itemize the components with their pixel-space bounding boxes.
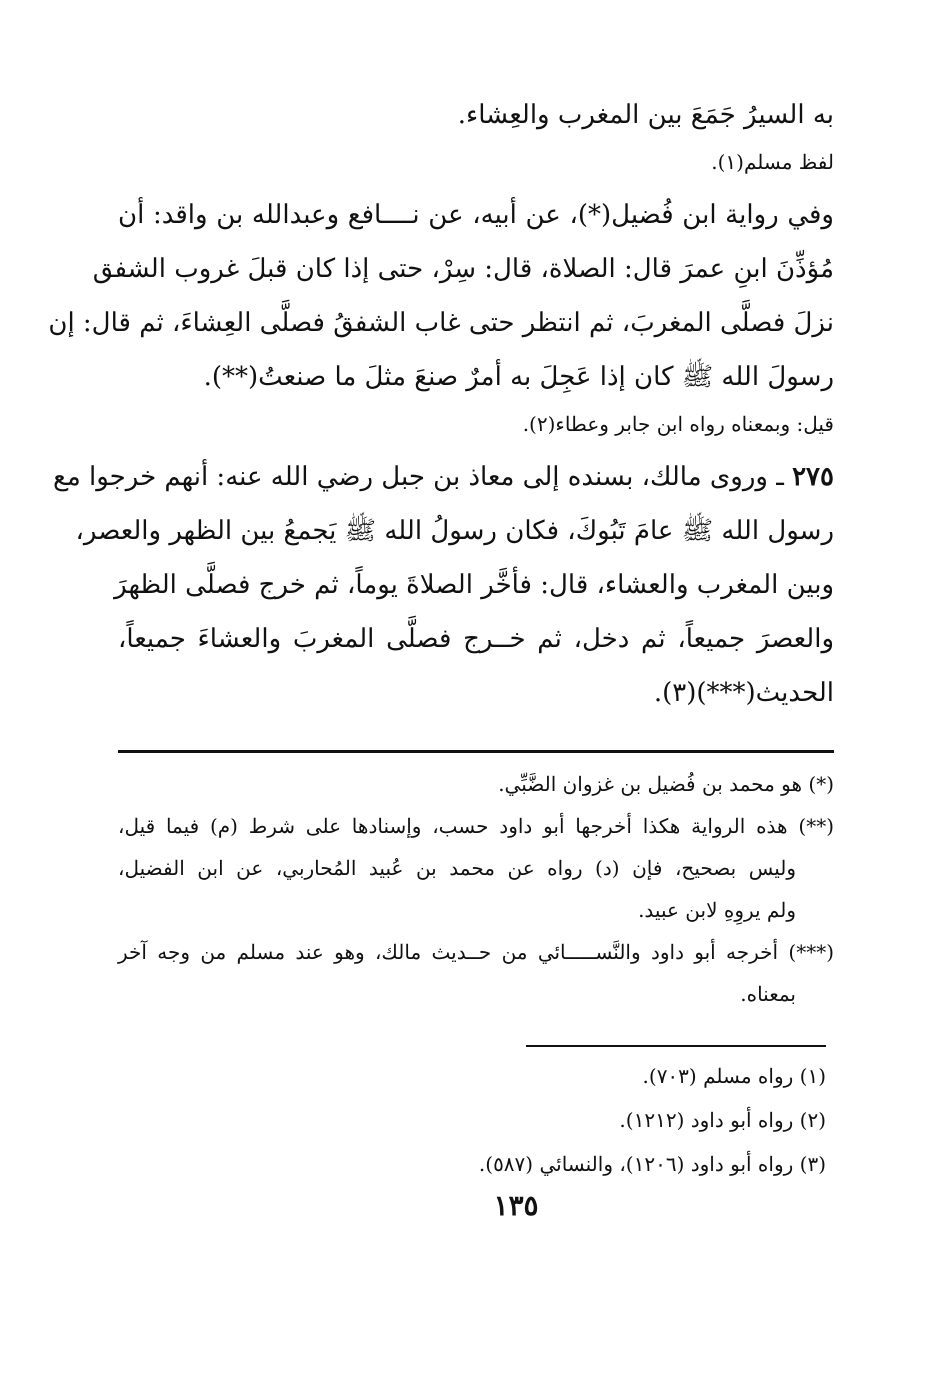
book-page: [48, 88, 835, 1226]
paragraph-line: نزلَ فصلَّى المغربَ، ثم انتظر حتى غاب الشفقُ فصلَّى العِشاءَ، ثم قال: إن: [48, 308, 834, 338]
paragraph-line: الحديث(***)(٣).: [653, 678, 834, 708]
references-separator: [526, 1045, 826, 1047]
paragraph-line: والعصرَ جميعاً، ثم دخل، ثم خــرج فصلَّى المغربَ والعشاءَ جميعاً،: [118, 624, 834, 654]
paragraph-line: رسولَ الله ﷺ كان إذا عَجِلَ به أمرٌ صنعَ مثلَ ما صنعتُ(**).: [203, 362, 834, 392]
note-text: أخرجه أبو داود والنَّســـــائي من حــديث مالك، وهو عند مسلم من وجه آخر: [118, 940, 779, 964]
note-line: [118, 931, 834, 973]
paragraph-line: [52, 450, 834, 504]
note-line: [118, 805, 834, 847]
paragraph-line: وفي رواية ابن فُضيل(*)، عن أبيه، عن نــــافع وعبدالله بن واقد: أن: [118, 200, 834, 230]
note-marker: (***): [788, 940, 835, 964]
note-line: بمعناه.: [740, 982, 796, 1006]
note-marker: (**): [798, 814, 834, 838]
paragraph-text: ـ وروى مالك، بسنده إلى معاذ بن جبل رضي الله عنه: أنهم خرجوا مع: [52, 462, 784, 492]
paragraph-line: وبين المغرب والعشاء، قال: فأخَّر الصلاةَ يوماً، ثم خرج فصلَّى الظهرَ: [114, 570, 834, 600]
text-line: به السيرُ جَمَعَ بين المغرب والعِشاء.: [457, 100, 834, 130]
note-line: ولم يروِهِ لابن عبيد.: [638, 898, 796, 922]
page-number: ١٣٥: [493, 1189, 539, 1222]
note-text: هذه الرواية هكذا أخرجها أبو داود حسب، وإسنادها على شرط (م) فيما قيل،: [118, 814, 788, 838]
paragraph-line: مُؤذِّنَ ابنِ عمرَ قال: الصلاة، قال: سِرْ، حتى إذا كان قبلَ غروب الشفق: [92, 254, 834, 284]
source-line: لفظ مسلم(١).: [711, 150, 834, 174]
reference-line: (٣) رواه أبو داود (١٢٠٦)، والنسائي (٥٨٧).: [478, 1152, 826, 1176]
paragraph-line: رسول الله ﷺ عامَ تَبُوكَ، فكان رسولُ الله ﷺ يَجمعُ بين الظهر والعصر،: [75, 516, 834, 546]
note-text: هو محمد بن فُضيل بن غزوان الضَّبِّي.: [498, 772, 803, 796]
note-line: [118, 763, 834, 805]
note-line: وليس بصحيح، فإن (د) رواه عن محمد بن عُبيد المُحاربي، عن ابن الفضيل،: [118, 856, 796, 880]
note-marker: (*): [808, 772, 834, 796]
reference-line: (٢) رواه أبو داود (١٢١٢).: [619, 1108, 826, 1132]
reference-line: (١) رواه مسلم (٧٠٣).: [642, 1064, 826, 1088]
hadith-number: ٢٧٥: [792, 462, 834, 492]
qil-line: قيل: وبمعناه رواه ابن جابر وعطاء(٢).: [522, 412, 834, 436]
